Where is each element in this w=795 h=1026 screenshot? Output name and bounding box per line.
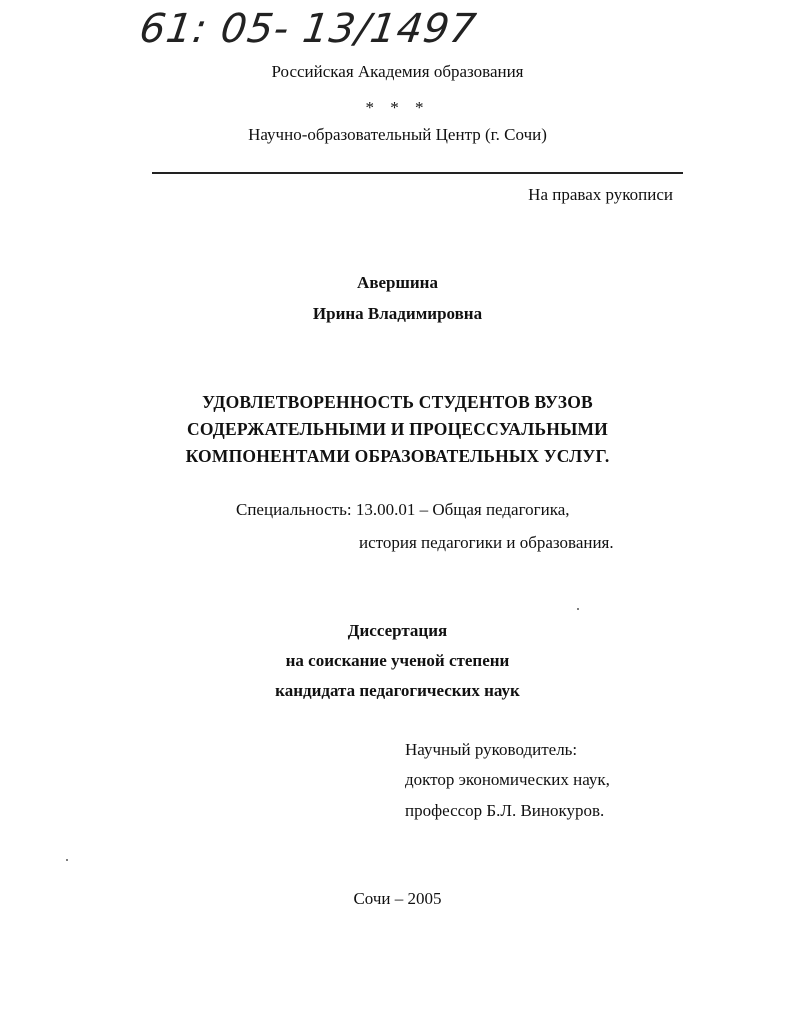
- specialty-line-1: Специальность: 13.00.01 – Общая педагогика,: [236, 500, 570, 519]
- center-name: Научно-образовательный Центр (г. Сочи): [248, 125, 547, 144]
- title-line-1: УДОВЛЕТВОРЕННОСТЬ СТУДЕНТОВ ВУЗОВ: [202, 392, 593, 412]
- scan-speck: [577, 608, 579, 610]
- author-name: Ирина Владимировна: [312, 304, 483, 323]
- handwritten-catalog-code: 61: 05- 13/1497: [136, 6, 480, 52]
- dissertation-heading: Диссертация: [347, 621, 448, 640]
- rights-note: На правах рукописи: [528, 185, 673, 204]
- title-line-3: КОМПОНЕНТАМИ ОБРАЗОВАТЕЛЬНЫХ УСЛУГ.: [185, 446, 610, 466]
- title-line-2: СОДЕРЖАТЕЛЬНЫМИ И ПРОЦЕССУАЛЬНЫМИ: [187, 419, 608, 439]
- dissertation-field-line: кандидата педагогических наук: [275, 681, 520, 700]
- supervisor-name: профессор Б.Л. Винокуров.: [405, 801, 605, 820]
- academy-name: Российская Академия образования: [271, 62, 524, 81]
- dissertation-degree-line: на соискание ученой степени: [285, 651, 510, 670]
- author-surname: Авершина: [357, 273, 438, 292]
- header-divider: [152, 172, 683, 174]
- asterisk-separator: * * *: [365, 98, 430, 117]
- supervisor-degree: доктор экономических наук,: [405, 770, 610, 789]
- place-year: Сочи – 2005: [353, 889, 442, 908]
- supervisor-label: Научный руководитель:: [405, 740, 578, 759]
- scan-speck: [66, 859, 68, 861]
- specialty-line-2: история педагогики и образования.: [359, 533, 614, 552]
